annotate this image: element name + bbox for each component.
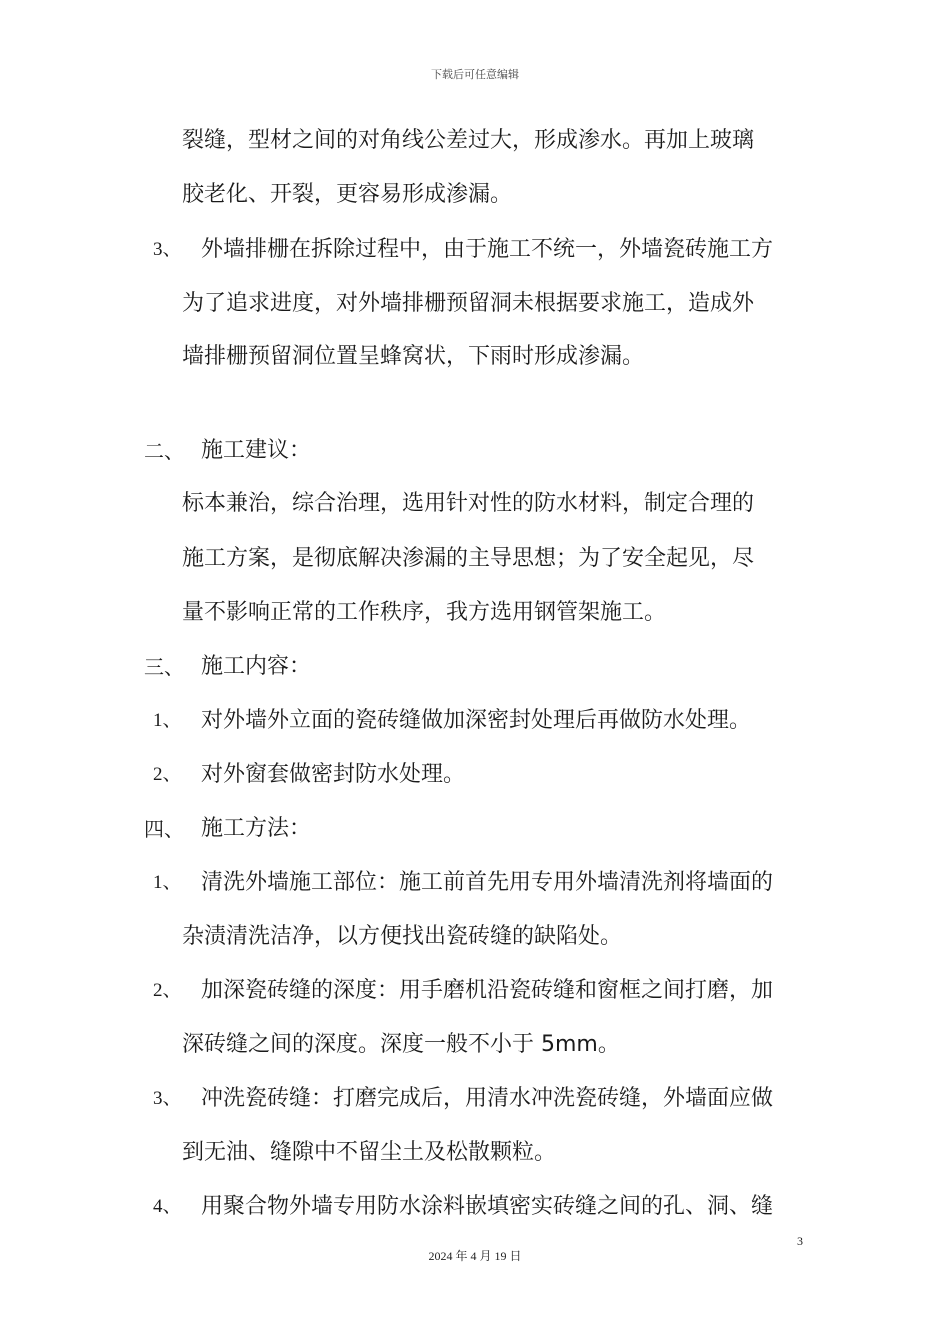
- page-footer-date: 2024 年 4 月 19 日: [428, 1249, 522, 1263]
- paragraph-line: 为了追求进度，对外墙排栅预留洞未根据要求施工，造成外: [182, 291, 755, 316]
- paragraph-line: 标本兼治，综合治理，选用针对性的防水材料，制定合理的: [182, 491, 755, 516]
- list-marker: 1、: [153, 872, 182, 893]
- list-marker: 1、: [153, 710, 182, 731]
- section-marker: 二、: [144, 439, 184, 463]
- list-item-text: 对外墙外立面的瓷砖缝做加深密封处理后再做防水处理。: [201, 708, 752, 733]
- page-number: 3: [797, 1234, 803, 1248]
- section-marker: 三、: [144, 655, 184, 679]
- section-marker: 四、: [144, 817, 184, 841]
- paragraph-line: 深砖缝之间的深度。深度一般不小于 5mm。: [182, 1032, 620, 1057]
- paragraph-line: 墙排栅预留洞位置呈蜂窝状，下雨时形成渗漏。: [182, 344, 645, 369]
- list-item-text: 加深瓷砖缝的深度：用手磨机沿瓷砖缝和窗框之间打磨，加: [201, 978, 774, 1003]
- paragraph-line: 量不影响正常的工作秩序，我方选用钢管架施工。: [182, 600, 667, 625]
- paragraph-line: 施工方案，是彻底解决渗漏的主导思想；为了安全起见，尽: [182, 546, 755, 571]
- list-marker: 3、: [153, 1088, 182, 1109]
- list-item-text: 对外窗套做密封防水处理。: [201, 762, 466, 787]
- list-item-text: 冲洗瓷砖缝：打磨完成后，用清水冲洗瓷砖缝，外墙面应做: [201, 1086, 774, 1111]
- paragraph-line: 杂渍清洗洁净，以方便找出瓷砖缝的缺陷处。: [182, 924, 623, 949]
- page-header: 下载后可任意编辑: [431, 68, 519, 81]
- section-heading: 施工建议：: [201, 438, 312, 463]
- paragraph-line: 裂缝，型材之间的对角线公差过大，形成渗水。再加上玻璃: [182, 128, 755, 153]
- paragraph-line: 胶老化、开裂，更容易形成渗漏。: [182, 182, 513, 207]
- list-marker: 2、: [153, 980, 182, 1001]
- list-marker: 2、: [153, 764, 182, 785]
- paragraph-line: 到无油、缝隙中不留尘土及松散颗粒。: [182, 1140, 557, 1165]
- list-item-text: 外墙排栅在拆除过程中，由于施工不统一，外墙瓷砖施工方: [201, 237, 774, 262]
- list-item-text: 用聚合物外墙专用防水涂料嵌填密实砖缝之间的孔、洞、缝: [201, 1194, 774, 1219]
- list-marker: 4、: [153, 1196, 182, 1217]
- list-marker: 3、: [153, 239, 182, 260]
- section-heading: 施工方法：: [201, 816, 312, 841]
- list-item-text: 清洗外墙施工部位：施工前首先用专用外墙清洗剂将墙面的: [201, 870, 774, 895]
- section-heading: 施工内容：: [201, 654, 312, 679]
